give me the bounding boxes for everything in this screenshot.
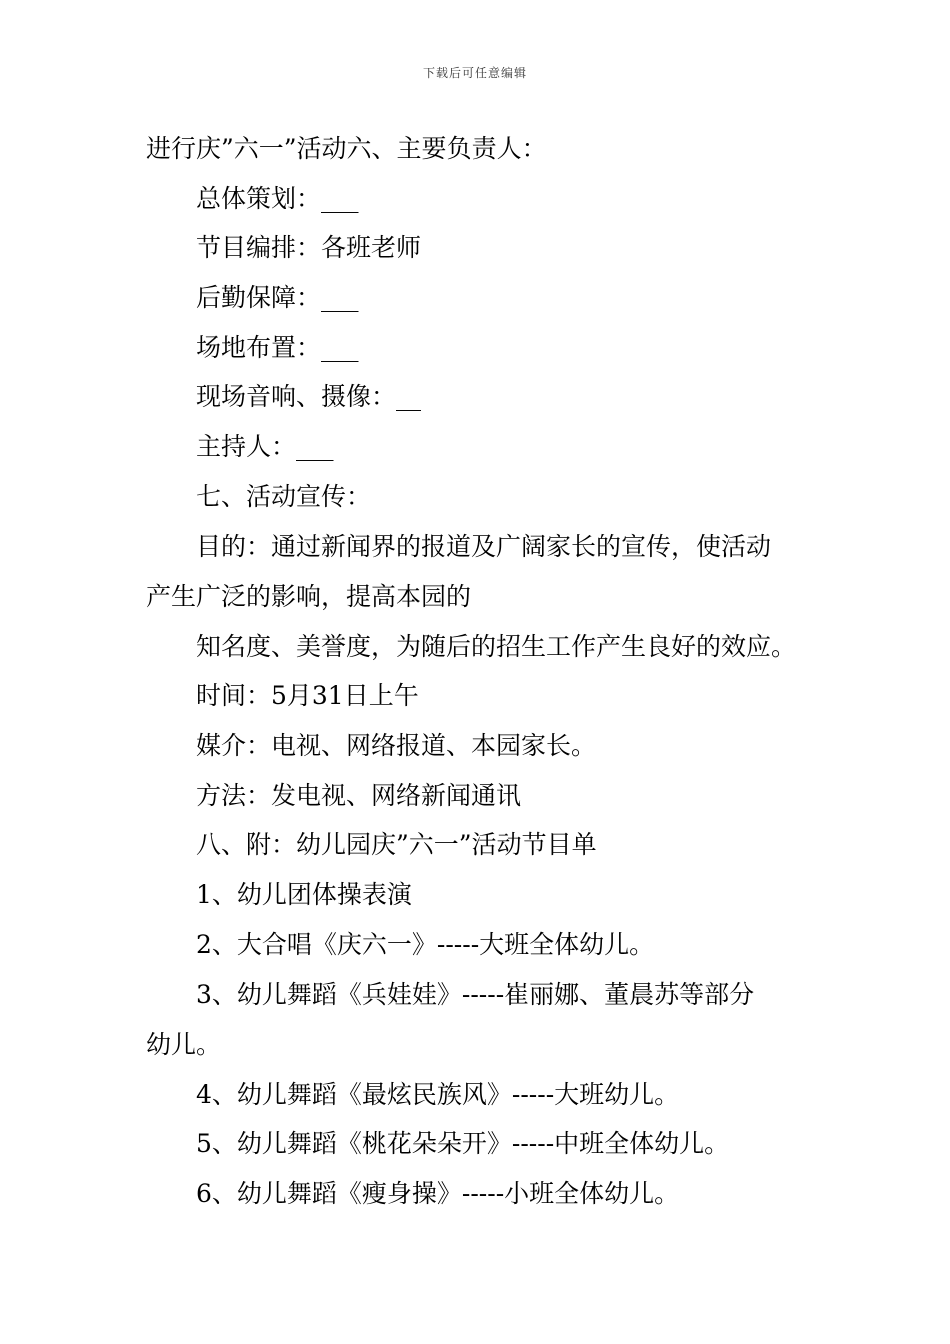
- paragraph-line: 知名度、美誉度，为随后的招生工作产生良好的效应。: [196, 632, 797, 661]
- paragraph-line: 总体策划：___: [196, 184, 359, 213]
- paragraph-line: 后勤保障：___: [196, 283, 359, 312]
- paragraph-line: 方法：发电视、网络新闻通讯: [196, 781, 522, 810]
- paragraph-line: 4、幼儿舞蹈《最炫民族风》-----大班幼儿。: [196, 1080, 680, 1109]
- paragraph-line: 进行庆”六一”活动六、主要负责人：: [146, 134, 547, 163]
- paragraph-line: 时间：5月31日上午: [196, 681, 419, 710]
- paragraph-line: 产生广泛的影响，提高本园的: [146, 582, 472, 611]
- paragraph-line: 6、幼儿舞蹈《瘦身操》-----小班全体幼儿。: [196, 1179, 680, 1208]
- paragraph-line: 主持人：___: [196, 432, 334, 461]
- paragraph-line: 5、幼儿舞蹈《桃花朵朵开》-----中班全体幼儿。: [196, 1129, 730, 1158]
- paragraph-line: 3、幼儿舞蹈《兵娃娃》-----崔丽娜、董晨苏等部分: [196, 980, 755, 1009]
- paragraph-line: 2、大合唱《庆六一》-----大班全体幼儿。: [196, 930, 655, 959]
- paragraph-line: 幼儿。: [146, 1030, 222, 1059]
- paragraph-line: 场地布置：___: [196, 333, 359, 362]
- paragraph-line: 七、活动宣传：: [196, 482, 372, 511]
- page-header: 下载后可任意编辑: [422, 66, 527, 80]
- paragraph-line: 媒介：电视、网络报道、本园家长。: [196, 731, 597, 760]
- paragraph-line: 1、幼儿团体操表演: [196, 880, 412, 909]
- paragraph-line: 现场音响、摄像：__: [196, 382, 422, 411]
- paragraph-line: 八、附：幼儿园庆”六一”活动节目单: [196, 830, 597, 859]
- paragraph-line: 目的：通过新闻界的报道及广阔家长的宣传，使活动: [196, 532, 772, 561]
- paragraph-line: 节目编排：各班老师: [196, 233, 422, 262]
